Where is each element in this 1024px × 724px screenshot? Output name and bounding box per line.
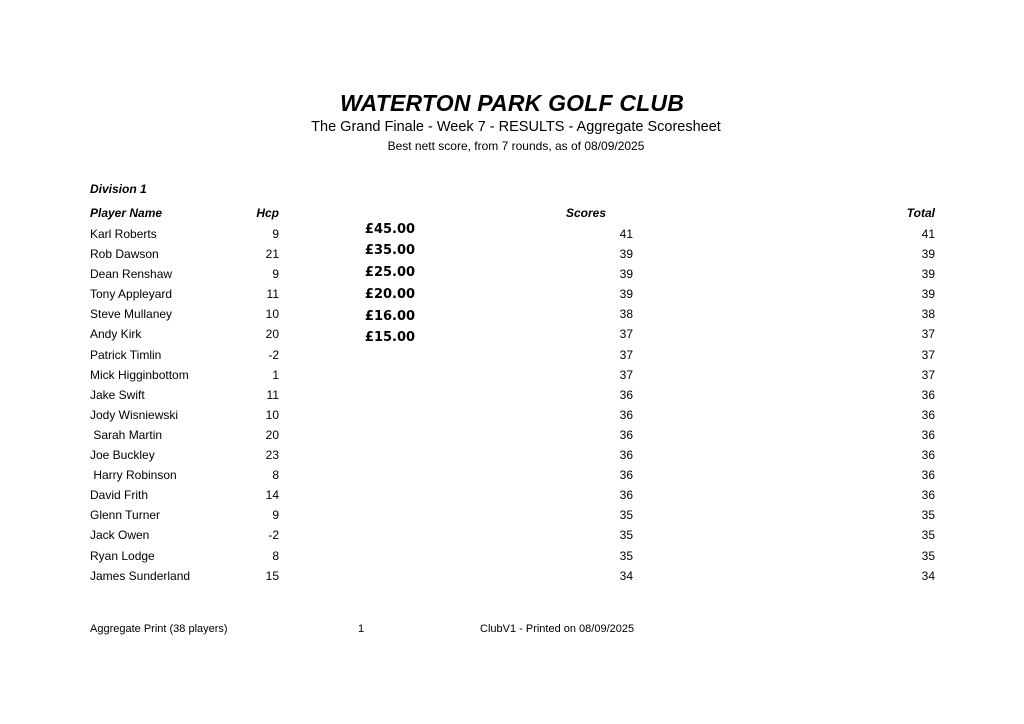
player-name: Tony Appleyard: [90, 287, 173, 302]
player-score: 37: [619, 347, 633, 362]
player-score: 36: [619, 488, 633, 503]
results-table: [0, 226, 1024, 588]
player-hcp: 8: [272, 468, 279, 483]
table-row: [0, 266, 1024, 286]
player-name: James Sunderland: [90, 568, 191, 583]
player-total: 35: [921, 508, 935, 523]
table-row: [0, 467, 1024, 487]
player-name: David Frith: [90, 488, 149, 503]
player-hcp: 9: [272, 227, 279, 241]
player-total: 36: [921, 448, 935, 463]
player-score: 35: [619, 548, 633, 563]
player-name: Jack Owen: [90, 528, 150, 543]
player-total: 36: [921, 427, 935, 442]
player-hcp: 23: [265, 448, 279, 463]
player-score: 39: [619, 247, 633, 262]
table-row: [0, 387, 1024, 407]
player-total: 36: [921, 387, 935, 402]
player-name: Rob Dawson: [90, 247, 159, 262]
player-total: 34: [921, 568, 935, 583]
player-total: 35: [921, 528, 935, 543]
player-hcp: -2: [268, 528, 279, 543]
player-score: 38: [619, 307, 633, 322]
prize-amount: £20.00: [364, 287, 416, 302]
table-row: [0, 447, 1024, 467]
player-name: Glenn Turner: [90, 508, 161, 523]
player-total: 39: [921, 267, 935, 282]
division-label: Division 1: [90, 182, 147, 196]
footer-page-number: 1: [358, 623, 365, 635]
player-score: 36: [619, 448, 633, 463]
player-name: Andy Kirk: [90, 327, 142, 342]
table-row: [0, 507, 1024, 527]
player-hcp: 11: [266, 387, 279, 402]
table-row: [0, 487, 1024, 507]
player-name: Sarah Martin: [90, 427, 163, 442]
player-score: 39: [619, 267, 633, 282]
player-total: 37: [921, 327, 935, 342]
player-total: 37: [921, 367, 935, 382]
table-row: [0, 226, 1024, 246]
player-hcp: 9: [272, 508, 279, 523]
player-total: 37: [921, 347, 935, 362]
table-row: [0, 427, 1024, 447]
player-score: 37: [619, 327, 633, 342]
player-hcp: 20: [265, 427, 279, 442]
player-score: 36: [619, 387, 633, 402]
table-row: [0, 367, 1024, 387]
player-score: 34: [619, 568, 633, 583]
player-total: 39: [921, 287, 935, 302]
player-total: 36: [921, 468, 935, 483]
player-total: 39: [921, 247, 935, 262]
player-score: 36: [619, 427, 633, 442]
player-name: Joe Buckley: [90, 448, 155, 463]
player-name: Harry Robinson: [90, 468, 177, 483]
player-name: Karl Roberts: [90, 227, 157, 241]
table-row: [0, 347, 1024, 367]
player-score: 36: [619, 407, 633, 422]
player-total: 38: [921, 307, 935, 322]
footer-player-count: Aggregate Print (38 players): [90, 623, 228, 635]
player-score: 41: [619, 227, 633, 241]
player-hcp: 14: [265, 488, 279, 503]
prize-amount: £45.00: [364, 222, 416, 237]
table-row: [0, 286, 1024, 306]
player-score: 37: [619, 367, 633, 382]
player-name: Steve Mullaney: [90, 307, 173, 322]
player-score: 35: [619, 528, 633, 543]
player-hcp: 10: [265, 407, 279, 422]
club-title: WATERTON PARK GOLF CLUB: [339, 90, 685, 116]
player-hcp: 8: [272, 548, 279, 563]
player-hcp: 20: [265, 327, 279, 342]
player-hcp: 1: [272, 367, 279, 382]
table-row: [0, 326, 1024, 346]
column-header-scores: Scores: [565, 206, 607, 220]
table-row: [0, 246, 1024, 266]
column-header-player-name: Player Name: [90, 206, 163, 220]
table-row: [0, 407, 1024, 427]
table-row: [0, 568, 1024, 588]
player-hcp: 11: [266, 287, 279, 302]
scoresheet-subtitle: The Grand Finale - Week 7 - RESULTS - Aggregate Scoresheet: [311, 119, 721, 135]
scoring-note: Best nett score, from 7 rounds, as of 08/09/2025: [387, 139, 645, 153]
player-name: Mick Higginbottom: [90, 367, 189, 382]
prize-amount: £16.00: [364, 309, 416, 324]
player-total: 41: [921, 227, 935, 241]
player-score: 35: [619, 508, 633, 523]
player-hcp: 15: [265, 568, 279, 583]
player-name: Jake Swift: [90, 387, 145, 402]
player-score: 36: [619, 468, 633, 483]
player-name: Patrick Timlin: [90, 347, 162, 362]
player-total: 36: [921, 488, 935, 503]
player-total: 36: [921, 407, 935, 422]
player-total: 35: [921, 548, 935, 563]
player-hcp: 10: [265, 307, 279, 322]
player-hcp: 21: [265, 247, 279, 262]
prize-amount: £35.00: [364, 243, 416, 258]
player-hcp: -2: [268, 347, 279, 362]
prize-amount: £15.00: [364, 330, 416, 345]
player-score: 39: [619, 287, 633, 302]
table-row: [0, 527, 1024, 547]
prize-amount: £25.00: [364, 265, 416, 280]
column-header-total: Total: [906, 206, 935, 220]
player-hcp: 9: [272, 267, 279, 282]
player-name: Jody Wisniewski: [90, 407, 179, 422]
player-name: Ryan Lodge: [90, 548, 155, 563]
player-name: Dean Renshaw: [90, 267, 173, 282]
column-header-hcp: Hcp: [256, 206, 279, 220]
table-row: [0, 306, 1024, 326]
footer-print-info: ClubV1 - Printed on 08/09/2025: [480, 623, 635, 635]
table-row: [0, 548, 1024, 568]
